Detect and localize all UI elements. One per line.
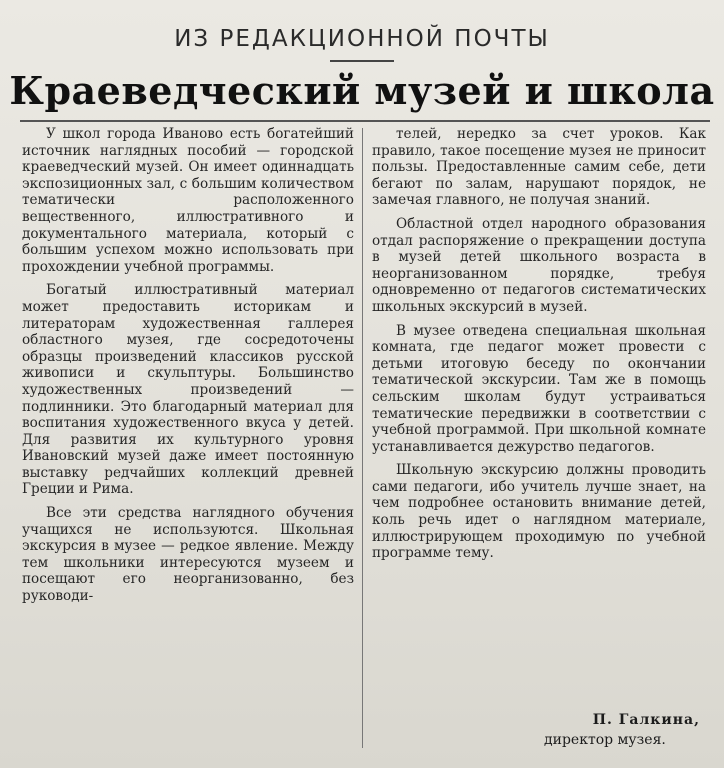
title-divider: [20, 120, 710, 122]
paragraph: Все эти средства наглядного обучения учащихся не используются. Школьная экскурсия в музее — редкое явление. Между тем школьники интересуются музеем и посещают его неорганизованно, без руководи-: [22, 505, 354, 605]
rubric-divider: [330, 60, 394, 62]
paragraph: У школ города Иваново есть богатейший источник наглядных пособий — городской краеведческий музей. Он имеет одиннадцать экспозиционных зал, с большим количеством тематически расположенного вещественного, иллюстративного и документального материала, который с большим успехом можно использовать при прохождении учебной программы.: [22, 126, 354, 275]
article-title: Краеведческий музей и школа: [9, 68, 715, 113]
column-divider: [362, 128, 363, 748]
author-name: П. Галкина,: [592, 712, 700, 728]
author-role: директор музея.: [544, 732, 666, 748]
paragraph: телей, нередко за счет уроков. Как правило, такое посещение музея не приносит пользы. Предоставленные самим себе, дети бегают по залам, нарушают порядок, не замечая главного, не получая знаний.: [372, 126, 706, 209]
paragraph: Богатый иллюстративный материал может предоставить историкам и литераторам художественная галлерея областного музея, где сосредоточены образцы произведений классиков русской живописи и скульптуры. Большинство художественных произведений — подлинники. Это благодарный материал для воспитания художественного вкуса у детей. Для развития их культурного уровня Ивановский музей даже имеет постоянную выставку редчайших коллекций древней Греции и Рима.: [22, 282, 354, 498]
paragraph: Школьную экскурсию должны проводить сами педагоги, ибо учитель лучше знает, на чем подробнее остановить внимание детей, коль речь идет о наглядном материале, иллюстрирующем проходимую по учебной программе тему.: [372, 462, 706, 562]
signature-block: [540, 710, 710, 750]
left-column: [22, 126, 354, 612]
section-rubric: ИЗ РЕДАКЦИОННОЙ ПОЧТЫ: [174, 26, 550, 52]
right-column: [372, 126, 706, 569]
paragraph: В музее отведена специальная школьная комната, где педагог может провести с детьми итоговую беседу по окончании тематической экскурсии. Там же в помощь сельским школам будут устраиваться тематические передвижки в соответствии с учебной программой. При школьной комнате устанавливается дежурство педагогов.: [372, 322, 706, 455]
paragraph: Областной отдел народного образования отдал распоряжение о прекращении доступа в музей детей школьного возраста в неорганизованном порядке, требуя одновременно от педагогов систематических школьных экскурсий в музей.: [372, 215, 706, 315]
